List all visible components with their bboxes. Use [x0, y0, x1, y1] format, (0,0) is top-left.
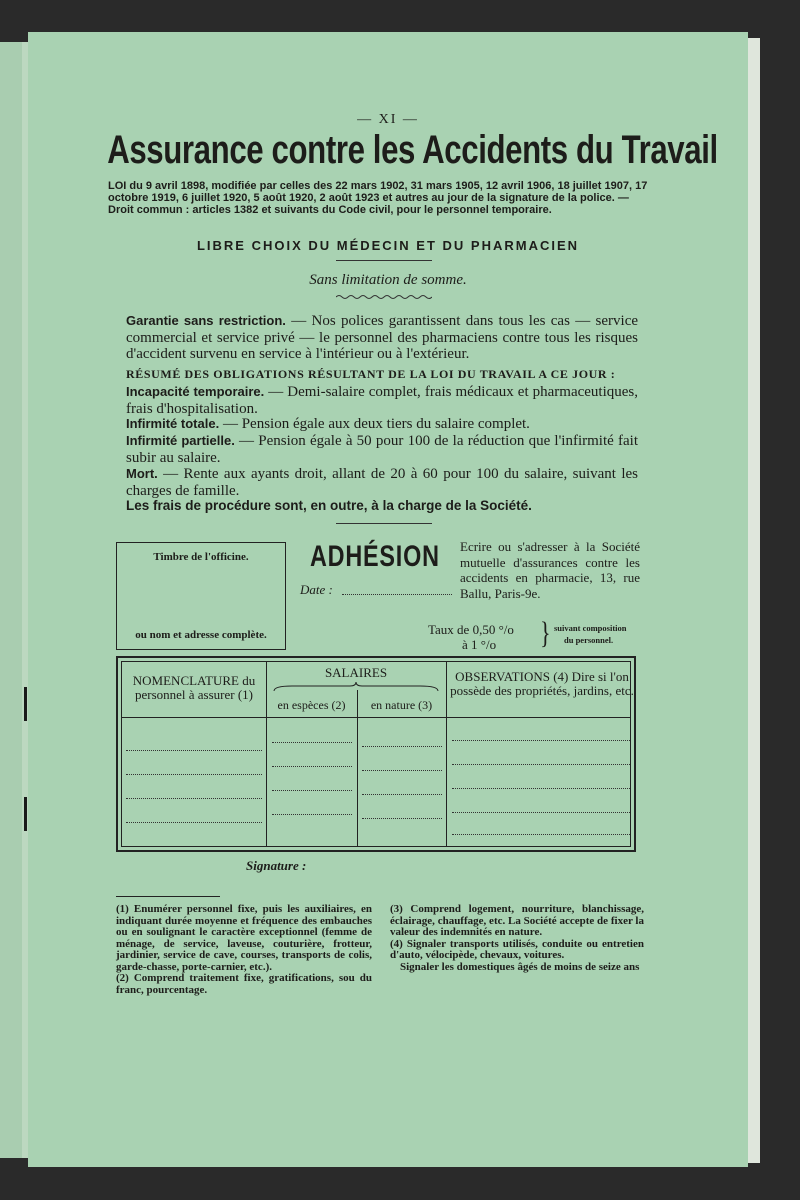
- temporary-incapacity-text: — Demi-salaire complet, frais médicaux et pharmaceutiques, frais d'hospitalisation.: [126, 384, 638, 417]
- previous-page-edge: [0, 42, 22, 1158]
- brace-glyph: }: [540, 614, 551, 650]
- date-field-line: [342, 594, 452, 595]
- temporary-incapacity-heading: Incapacité temporaire.: [126, 384, 265, 399]
- total-infirmity: [126, 416, 638, 433]
- table-row-line: [362, 770, 442, 771]
- binding-hole: [24, 797, 27, 831]
- table-row-line: [272, 766, 352, 767]
- rate-line-1: Taux de 0,50 °/o: [428, 622, 514, 637]
- guarantee-heading: Garantie sans restriction.: [126, 313, 286, 328]
- col-nomenclature-header: NOMENCLATURE du personnel à assurer (1): [132, 673, 256, 702]
- column-divider: [266, 662, 267, 846]
- total-infirmity-heading: Infirmité totale.: [126, 416, 220, 431]
- col-nature-header: en nature (3): [370, 698, 433, 712]
- procedure-costs: Les frais de procédure sont, en outre, à la charge de la Société.: [126, 498, 532, 513]
- document-page: [28, 32, 748, 1167]
- rate-line-2: à 1 °/o: [462, 637, 497, 652]
- table-row-line: [452, 812, 630, 813]
- column-divider: [357, 690, 358, 846]
- table-row-line: [272, 814, 352, 815]
- divider: [336, 523, 432, 524]
- divider: [336, 260, 432, 261]
- footnote-3: (3) Comprend logement, nourriture, blanchissage, éclairage, chauffage, etc. La Société accepte de fixer la valeur des indemnités en nature.: [390, 903, 644, 938]
- pharmacy-stamp-box: [116, 542, 286, 650]
- table-row-line: [272, 790, 352, 791]
- binding-hole: [24, 687, 27, 721]
- table-row-line: [362, 746, 442, 747]
- footnote-5: Signaler les domestiques âgés de moins de seize ans: [400, 960, 640, 973]
- death-text: — Rente aux ayants droit, allant de 20 à 60 pour 100 du salaire, suivant les charges de famille.: [126, 466, 638, 499]
- date-label: Date :: [300, 582, 333, 597]
- table-row-line: [452, 764, 630, 765]
- section-subtitle-italic: Sans limitation de somme.: [309, 272, 467, 288]
- col-observations-header: OBSERVATIONS (4) Dire si l'on possède des propriétés, jardins, etc.: [450, 669, 634, 698]
- guarantee-text: — Nos polices garantissent dans tous les cas — service commercial et service privé — le personnel des pharmaciens contre tous les risques d'accident survenu en service à l'intérieur ou à l'extérieur.: [126, 313, 639, 362]
- partial-infirmity: [126, 433, 638, 466]
- table-row-line: [126, 798, 262, 799]
- footnote-4: (4) Signaler transports utilisés, conduite ou entretien d'auto, vélocipède, chevaux, voitures.: [390, 937, 644, 961]
- header-divider: [122, 717, 630, 718]
- rate-note-line-2: du personnel.: [564, 635, 614, 645]
- wave-ornament: [336, 294, 432, 300]
- signature-label: Signature :: [246, 858, 307, 873]
- address-label: ou nom et adresse complète.: [135, 629, 267, 641]
- death-heading: Mort.: [126, 466, 158, 481]
- footnotes-left: [116, 904, 372, 996]
- col-especes-header: en espèces (2): [277, 698, 346, 712]
- personnel-table: [116, 656, 636, 852]
- adhesion-heading: ADHÉSION: [310, 540, 440, 573]
- salaires-brace: [272, 682, 440, 692]
- table-row-line: [126, 774, 262, 775]
- law-text: LOI du 9 avril 1898, modifiée par celles des 22 mars 1902, 31 mars 1905, 12 avril 1906, 18 juillet 1907, 17 octobre 1919, 6 juillet 1920, 5 août 1920, 2 août 1923 et autres au jour de la signature de la police. — Droit commun : articles 1382 et suivants du Code civil, pour le personnel temporaire.: [108, 180, 648, 216]
- table-row-line: [126, 750, 262, 751]
- page-title: Assurance contre les Accidents du Travail: [107, 128, 718, 172]
- footnote-2: (2) Comprend traitement fixe, gratifications, sou du franc, pourcentage.: [116, 972, 372, 996]
- table-row-line: [452, 834, 630, 835]
- table-row-line: [362, 794, 442, 795]
- table-row-line: [452, 788, 630, 789]
- death-clause: [126, 466, 638, 499]
- table-row-line: [272, 742, 352, 743]
- section-subtitle: LIBRE CHOIX DU MÉDECIN ET DU PHARMACIEN: [196, 238, 580, 253]
- stamp-label: Timbre de l'officine.: [153, 551, 249, 563]
- obligations-summary-heading: RÉSUMÉ DES OBLIGATIONS RÉSULTANT DE LA LOI DU TRAVAIL A CE JOUR :: [126, 367, 616, 381]
- contact-address: Ecrire ou s'adresser à la Société mutuelle d'assurances contre les accidents en pharmacie, 13, rue Ballu, Paris-9e.: [460, 539, 640, 601]
- table-row-line: [362, 818, 442, 819]
- partial-infirmity-text: — Pension égale à 50 pour 100 de la réduction que l'infirmité fait subir au salaire.: [126, 433, 638, 466]
- partial-infirmity-heading: Infirmité partielle.: [126, 433, 235, 448]
- column-divider: [446, 662, 447, 846]
- footnote-1: (1) Enumérer personnel fixe, puis les auxiliaires, en indiquant durée moyenne et fréquence des embauches ou en soulignant le caractère exceptionnel (femme de ménage, de service, laveuse, couturière, frotteur, jardinier, service de cave, courses, transports de colis, garde-chasse, porte-carnier, etc.).: [116, 903, 372, 973]
- temporary-incapacity: [126, 384, 638, 417]
- total-infirmity-text: — Pension égale aux deux tiers du salaire complet.: [219, 416, 530, 432]
- footnotes-right: [390, 904, 644, 973]
- rate-note: [554, 622, 627, 646]
- col-salaires-header: SALAIRES: [324, 665, 388, 680]
- table-row-line: [126, 822, 262, 823]
- table-frame: [121, 661, 634, 847]
- footnote-rule: [116, 896, 220, 897]
- table-row-line: [452, 740, 630, 741]
- guarantee-paragraph: [126, 313, 638, 363]
- rate-note-line-1: suivant composition: [554, 623, 627, 633]
- page-number: — XI —: [357, 112, 419, 127]
